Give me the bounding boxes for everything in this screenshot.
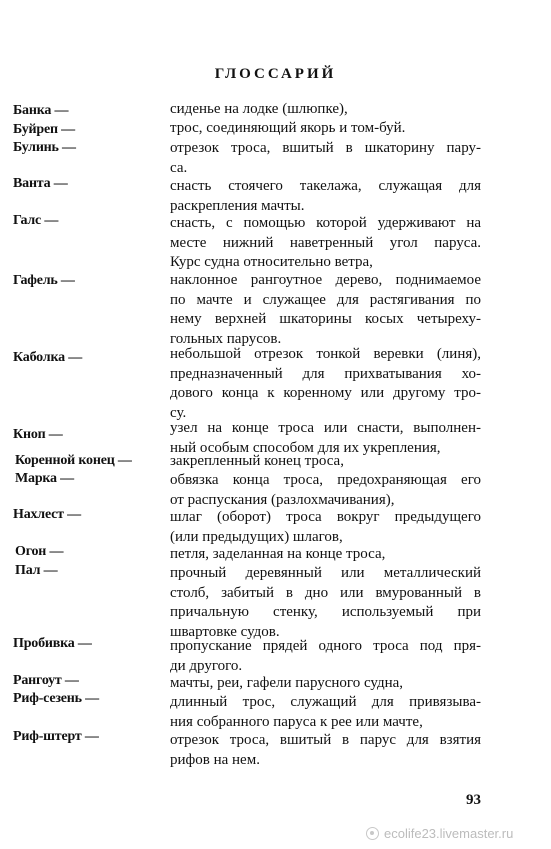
- definition-line: трос, соединяющий якорь и том-буй.: [170, 120, 406, 136]
- glossary-term: Кноп —: [13, 427, 63, 442]
- definition-line: небольшой отрезок тонкой веревки (линя),: [170, 346, 481, 362]
- glossary-term: Риф-штерт —: [13, 729, 99, 744]
- glossary-definition: [170, 508, 481, 547]
- glossary-term: Каболка —: [13, 350, 83, 365]
- glossary-term: Марка —: [15, 471, 74, 486]
- glossary-definition: [170, 177, 481, 216]
- definition-line: наклонное рангоутное дерево, поднимаемое: [170, 272, 481, 288]
- page-number: 93: [466, 792, 481, 808]
- definition-line: пропускание прядей одного троса под пря-: [170, 638, 481, 654]
- watermark-logo-icon: [366, 827, 379, 840]
- glossary-definition: [170, 119, 481, 139]
- glossary-definition: [170, 345, 481, 424]
- glossary-term: Ванта —: [13, 176, 68, 191]
- definition-line: швартовке судов.: [170, 624, 280, 641]
- definition-line: снасть, с помощью которой удерживают на: [170, 215, 481, 231]
- definition-line: мачты, реи, гафели парусного судна,: [170, 675, 404, 691]
- glossary-term: Пробивка —: [13, 636, 92, 651]
- glossary-term: Пал —: [15, 563, 58, 578]
- glossary-term: Риф-сезень —: [13, 691, 99, 706]
- glossary-definition: [170, 214, 481, 273]
- definition-line: ди другого.: [170, 657, 243, 674]
- glossary-definition: [170, 637, 481, 676]
- definition-line: раскрепления мачты.: [170, 197, 305, 214]
- glossary-term: Буйреп —: [13, 122, 75, 137]
- definition-line: гольных парусов.: [170, 331, 282, 348]
- watermark-text: ecolife23.livemaster.ru: [384, 826, 514, 841]
- glossary-definition: [170, 731, 481, 770]
- definition-line: са.: [170, 159, 188, 176]
- page-title: ГЛОССАРИЙ: [214, 66, 337, 82]
- definition-line: отрезок троса, вшитый в парус для взятия: [170, 732, 481, 748]
- definition-line: петля, заделанная на конце троса,: [170, 546, 386, 562]
- definition-line: отрезок троса, вшитый в шкаторину пару-: [170, 140, 481, 156]
- glossary-term: Огон —: [15, 544, 64, 559]
- definition-line: ный особым способом для их укрепления,: [170, 439, 441, 456]
- definition-line: узел на конце троса или снасти, выполнен-: [170, 420, 481, 436]
- glossary-definition: [170, 545, 481, 565]
- definition-line: шлаг (оборот) троса вокруг предыдущего: [170, 509, 481, 525]
- glossary-term: Нахлест —: [13, 507, 81, 522]
- definition-line: столб, забитый в дно или вмурованный в: [170, 584, 481, 601]
- definition-line: причальную стенку, используемый при: [170, 604, 481, 621]
- definition-line: закрепленный конец троса,: [170, 453, 344, 469]
- glossary-term: Рангоут —: [13, 673, 79, 688]
- definition-line: снасть стоячего такелажа, служащая для: [170, 178, 481, 194]
- glossary-definition: [170, 139, 481, 178]
- definition-line: длинный трос, служащий для привязыва-: [170, 694, 481, 710]
- glossary-term: Булинь —: [13, 140, 76, 155]
- glossary-term: Гафель —: [13, 273, 75, 288]
- definition-line: су.: [170, 405, 187, 422]
- glossary-term: Коренной конец —: [15, 453, 132, 468]
- definition-line: месте нижний наветренный угол паруса.: [170, 234, 481, 251]
- glossary-definition: [170, 564, 481, 643]
- glossary-definition: [170, 471, 481, 510]
- definition-line: предназначенный для прихватывания хо-: [170, 365, 481, 382]
- glossary-term: Галс —: [13, 213, 59, 228]
- definition-line: сиденье на лодке (шлюпке),: [170, 101, 348, 117]
- definition-line: (или предыдущих) шлагов,: [170, 528, 343, 545]
- definition-line: по мачте и служащее для растягивания по: [170, 291, 481, 308]
- definition-line: от распускания (разлохмачивания),: [170, 491, 395, 508]
- definition-line: ния собранного паруса к рее или мачте,: [170, 713, 423, 730]
- glossary-definition: [170, 674, 481, 694]
- glossary-definition: [170, 693, 481, 732]
- definition-line: рифов на нем.: [170, 751, 260, 768]
- glossary-definition: [170, 100, 481, 120]
- glossary-definition: [170, 271, 481, 350]
- definition-line: дового конца к коренному или другому тро-: [170, 385, 481, 402]
- definition-line: Курс судна относительно ветра,: [170, 254, 373, 271]
- watermark: [366, 826, 513, 841]
- definition-line: обвязка конца троса, предохраняющая его: [170, 472, 481, 488]
- definition-line: прочный деревянный или металлический: [170, 565, 481, 581]
- glossary-term: Банка —: [13, 103, 69, 118]
- definition-line: нему верхней шкаторины косых четыреху-: [170, 311, 481, 328]
- glossary-definition: [170, 452, 481, 472]
